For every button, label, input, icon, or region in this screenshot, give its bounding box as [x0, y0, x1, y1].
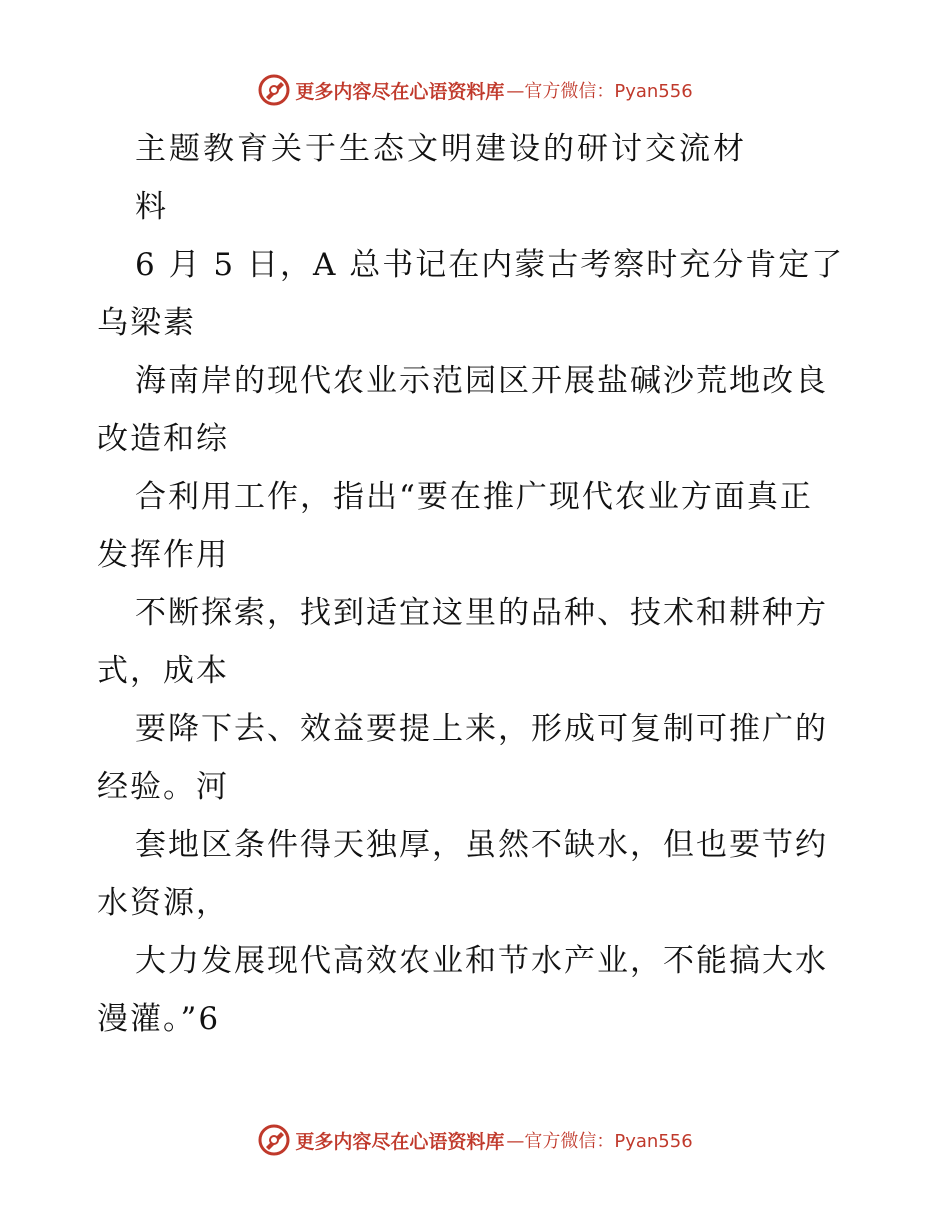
footer-banner: [0, 1120, 950, 1160]
paragraph: [97, 584, 857, 700]
text-line: 式，成本: [97, 653, 229, 689]
document-body: [97, 120, 857, 1048]
text-line: 要降下去、效益要提上来，形成可复制可推广的: [135, 711, 828, 747]
paragraph: [97, 468, 857, 584]
text-line: 漫灌。”6: [97, 1001, 221, 1037]
text-line: 套地区条件得天独厚，虽然不缺水，但也要节约: [135, 827, 828, 863]
text-line: 经验。河: [97, 769, 229, 805]
text-line: 6 月 5 日，A 总书记在内蒙古考察时充分肯定了: [135, 247, 845, 283]
header-banner: [0, 70, 950, 110]
text-line: 水资源，: [97, 885, 229, 921]
pen-logo-icon: [257, 1123, 291, 1157]
paragraph: [97, 352, 857, 468]
banner-brand-text: 更多内容尽在心语资料库: [295, 1130, 505, 1153]
pen-logo-icon: [257, 73, 291, 107]
text-line: 改造和综: [97, 421, 229, 457]
title-line: 主题教育关于生态文明建设的研讨交流材: [135, 131, 747, 167]
text-line: 乌梁素: [97, 305, 196, 341]
text-line: 发挥作用: [97, 537, 229, 573]
text-line: 不断探索，找到适宜这里的品种、技术和耕种方: [135, 595, 828, 631]
text-line: 大力发展现代高效农业和节水产业，不能搞大水: [135, 943, 828, 979]
banner-contact-text: —官方微信：Pyan556: [506, 81, 693, 102]
banner-contact-text: —官方微信：Pyan556: [506, 1131, 693, 1152]
paragraph: [97, 816, 857, 932]
document-title: [97, 120, 857, 236]
text-line: 海南岸的现代农业示范园区开展盐碱沙荒地改良: [135, 363, 828, 399]
paragraph: [97, 932, 857, 1048]
banner-brand-text: 更多内容尽在心语资料库: [295, 80, 505, 103]
text-line: 合利用工作，指出“要在推广现代农业方面真正: [135, 479, 813, 515]
title-line: 料: [135, 189, 169, 225]
paragraph: [97, 700, 857, 816]
paragraph: [97, 236, 857, 352]
